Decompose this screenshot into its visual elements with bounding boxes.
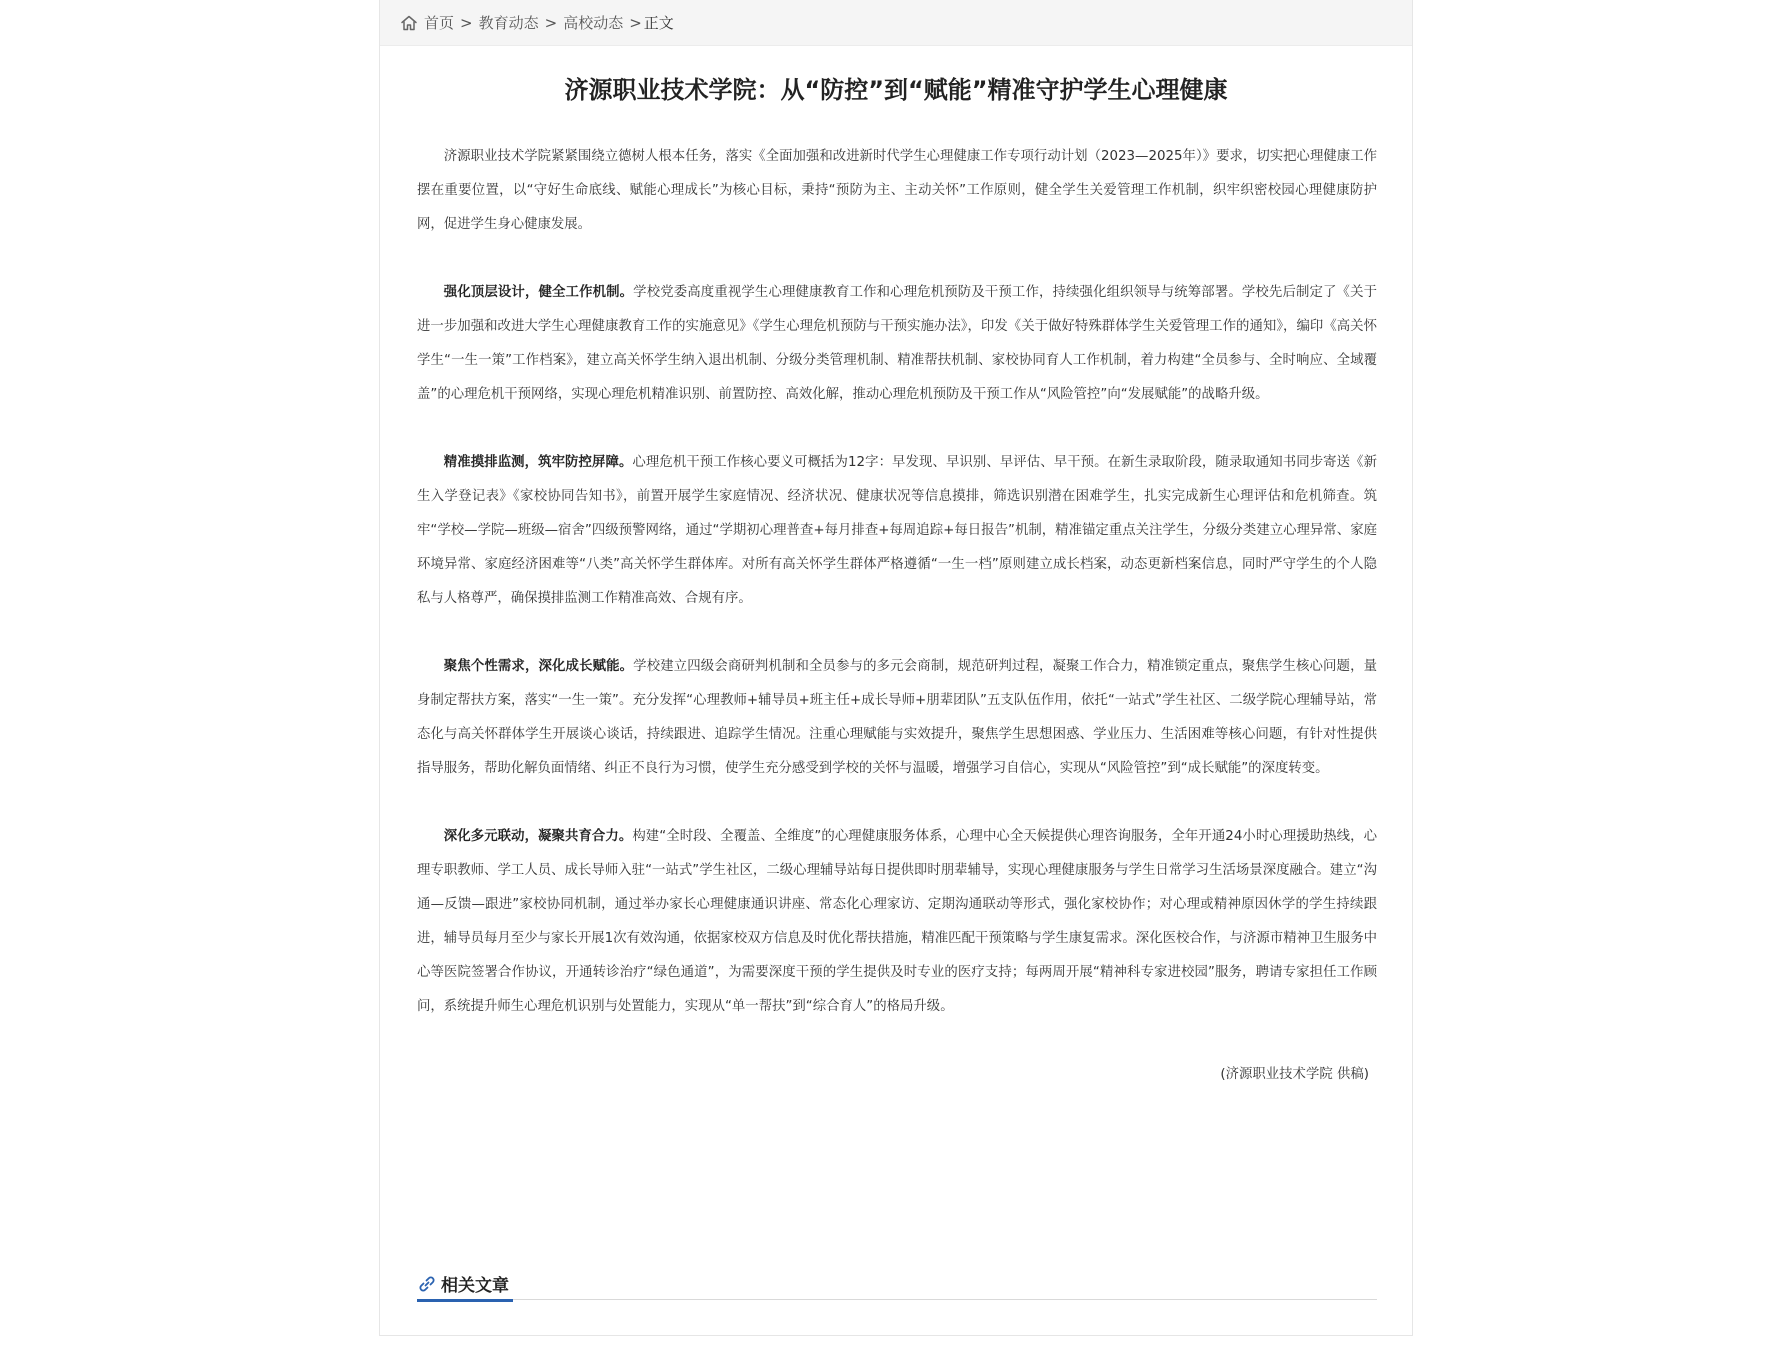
article-source: (济源职业技术学院 供稿) [1220, 1067, 1369, 1082]
section-body: 构建“全时段、全覆盖、全维度”的心理健康服务体系，心理中心全天候提供心理咨询服务，全年开通24小时心理援助热线，心理专职教师、学工人员、成长导师入驻“一站式”学生社区，二级心理辅导站每日提供即时朋辈辅导，实现心理健康服务与学生日常学习生活场景深度融合。建立“沟通—反馈—跟进”家校协同机制，通过举办家长心理健康通识讲座、常态化心理家访、定期沟通联动等形式，强化家校协作；对心理或精神原因休学的学生持续跟进，辅导员每月至少与家长开展1次有效沟通，依据家校双方信息及时优化帮扶措施，精准匹配干预策略与学生康复需求。深化医校合作，与济源市精神卫生服务中心等医院签署合作协议，开通转诊治疗“绿色通道”，为需要深度干预的学生提供及时专业的医疗支持；每两周开展“精神科专家进校园”服务，聘请专家担任工作顾问，系统提升师生心理危机识别与处置能力，实现从“单一帮扶”到“综合育人”的格局升级。 [417, 829, 1377, 1014]
breadcrumb-subsection-link[interactable]: 高校动态 [563, 14, 624, 32]
article-page [379, 0, 1413, 1336]
section-lead: 精准摸排监测，筑牢防控屏障。 [443, 455, 633, 470]
breadcrumb-separator: > [544, 13, 558, 32]
related-articles-heading [417, 1268, 513, 1302]
section-body: 心理危机干预工作核心要义可概括为12字：早发现、早识别、早评估、早干预。在新生录取阶段，随录取通知书同步寄送《新生入学登记表》《家校协同告知书》，前置开展学生家庭情况、经济状况、健康状况等信息摸排，筛选识别潜在困难学生，扎实完成新生心理评估和危机筛查。筑牢“学校—学院—班级—宿舍”四级预警网络，通过“学期初心理普查+每月排查+每周追踪+每日报告”机制，精准锚定重点关注学生，分级分类建立心理异常、家庭环境异常、家庭经济困难等“八类”高关怀学生群体库。对所有高关怀学生群体严格遵循“一生一档”原则建立成长档案，动态更新档案信息，同时严守学生的个人隐私与人格尊严，确保摸排监测工作精准高效、合规有序。 [417, 455, 1377, 606]
related-articles-section [417, 1268, 1377, 1300]
home-icon[interactable] [400, 14, 418, 32]
article-section-paragraph [417, 446, 1377, 616]
breadcrumb-separator: > [629, 13, 642, 32]
related-articles-title: 相关文章 [441, 1276, 509, 1296]
section-lead: 聚焦个性需求，深化成长赋能。 [443, 659, 634, 674]
article-title: 济源职业技术学院：从“防控”到“赋能”精准守护学生心理健康 [564, 76, 1228, 104]
breadcrumb-separator: > [460, 13, 473, 32]
link-icon [417, 1274, 437, 1294]
article-section-paragraph [417, 276, 1377, 412]
breadcrumb-current: 正文 [643, 14, 674, 32]
article-intro-paragraph: 济源职业技术学院紧紧围绕立德树人根本任务，落实《全面加强和改进新时代学生心理健康工作专项行动计划（2023—2025年）》要求，切实把心理健康工作摆在重要位置，以“守好生命底线、赋能心理成长”为核心目标，秉持“预防为主、主动关怀”工作原则，健全学生关爱管理工作机制，织牢织密校园心理健康防护网，促进学生身心健康发展。 [417, 149, 1377, 232]
section-body: 学校建立四级会商研判机制和全员参与的多元会商制，规范研判过程，凝聚工作合力，精准锁定重点，聚焦学生核心问题，量身制定帮扶方案，落实“一生一策”。充分发挥“心理教师+辅导员+班主任+成长导师+朋辈团队”五支队伍作用，依托“一站式”学生社区、二级学院心理辅导站，常态化与高关怀群体学生开展谈心谈话，持续跟进、追踪学生情况。注重心理赋能与实效提升，聚焦学生思想困惑、学业压力、生活困难等核心问题，有针对性提供指导服务，帮助化解负面情绪、纠正不良行为习惯，使学生充分感受到学校的关怀与温暖，增强学习自信心，实现从“风险管控”到“成长赋能”的深度转变。 [417, 659, 1377, 776]
article-body [417, 140, 1377, 1126]
breadcrumb-home-link[interactable]: 首页 [424, 14, 455, 32]
breadcrumb-section-link[interactable]: 教育动态 [478, 14, 539, 32]
article-section-paragraph [417, 650, 1377, 786]
article-section-paragraph [417, 820, 1377, 1024]
section-lead: 深化多元联动，凝聚共育合力。 [443, 829, 633, 844]
section-lead: 强化顶层设计，健全工作机制。 [443, 285, 634, 300]
section-body: 学校党委高度重视学生心理健康教育工作和心理危机预防及干预工作，持续强化组织领导与统筹部署。学校先后制定了《关于进一步加强和改进大学生心理健康教育工作的实施意见》《学生心理危机预防与干预实施办法》，印发《关于做好特殊群体学生关爱管理工作的通知》，编印《高关怀学生“一生一策”工作档案》，建立高关怀学生纳入退出机制、分级分类管理机制、精准帮扶机制、家校协同育人工作机制，着力构建“全员参与、全时响应、全域覆盖”的心理危机干预网络，实现心理危机精准识别、前置防控、高效化解，推动心理危机预防及干预工作从“风险管控”向“发展赋能”的战略升级。 [417, 285, 1377, 402]
breadcrumb [380, 0, 1412, 46]
